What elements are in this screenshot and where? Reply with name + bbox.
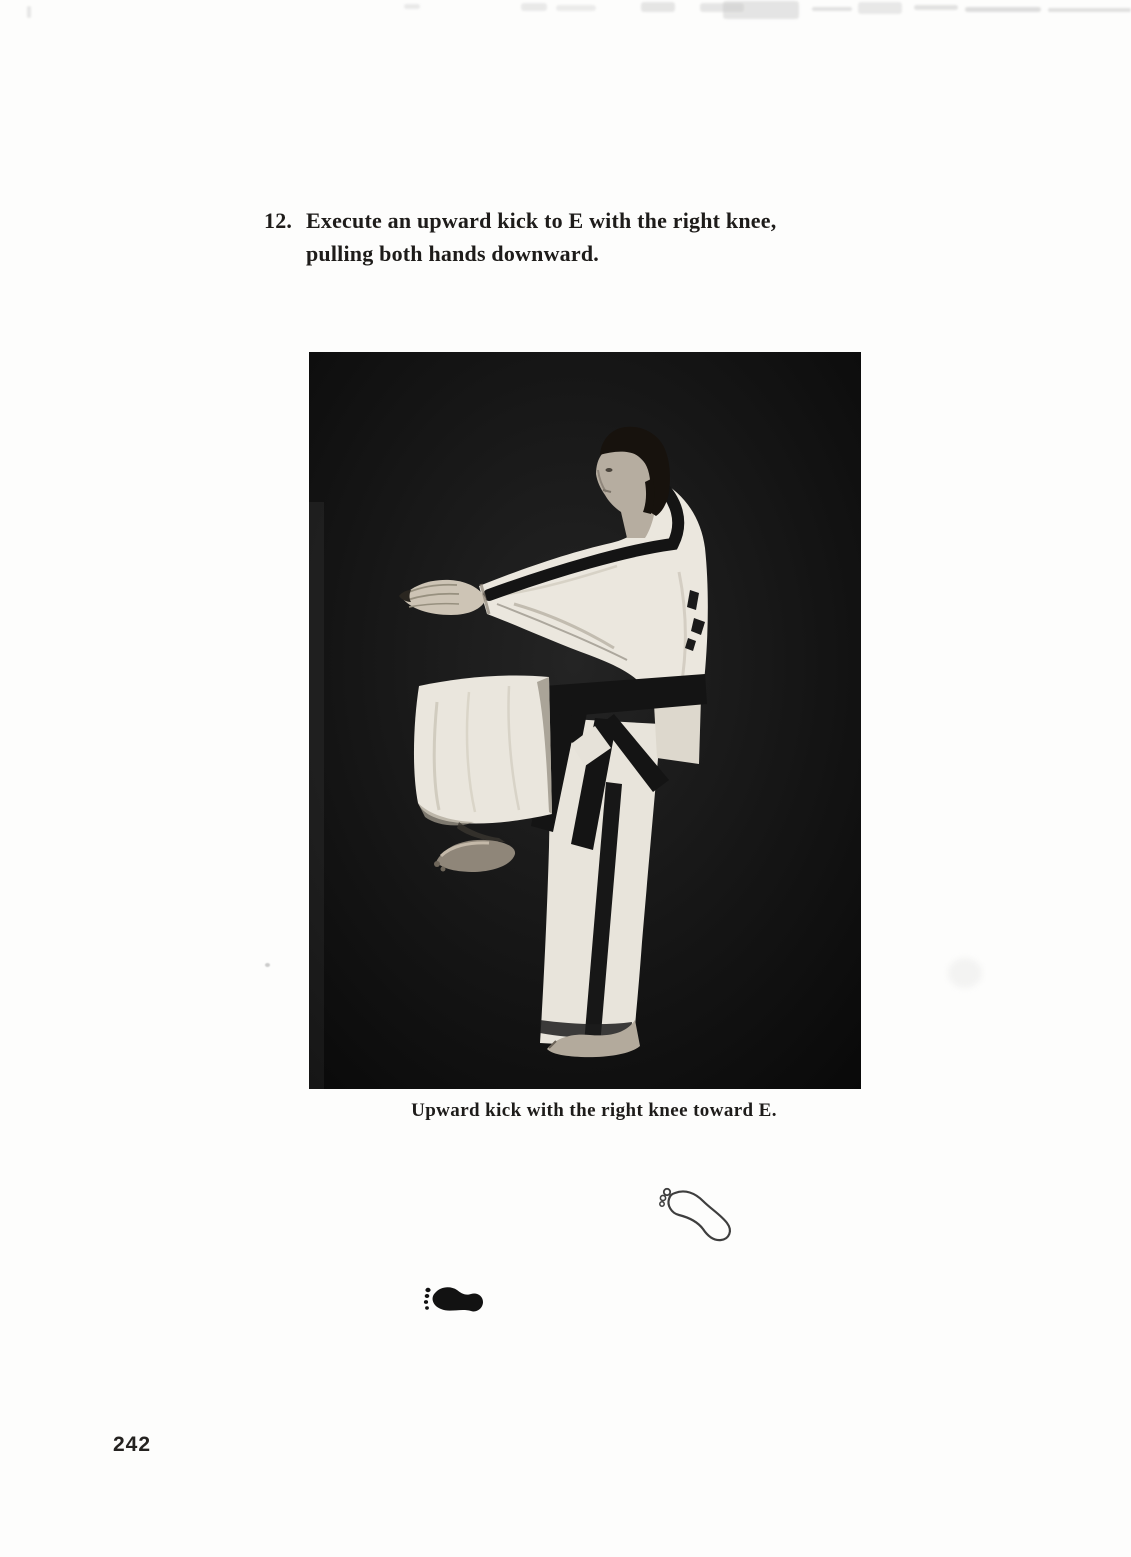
step-number: 12. — [264, 208, 293, 233]
martial-artist-figure — [309, 352, 861, 1089]
scan-artifact — [858, 2, 902, 14]
scan-artifact — [723, 1, 799, 19]
solid-footprint-icon — [421, 1280, 487, 1322]
scan-artifact — [521, 3, 547, 11]
page-number: 242 — [113, 1433, 152, 1456]
scan-artifact — [641, 2, 675, 12]
scan-artifact — [965, 7, 1041, 12]
technique-photo — [309, 352, 861, 1089]
scan-artifact — [27, 6, 31, 18]
instruction-text — [306, 204, 776, 270]
scan-artifact — [914, 5, 958, 10]
instruction-step — [264, 204, 904, 270]
instruction-line-1: Execute an upward kick to E with the right knee, — [306, 208, 777, 233]
scan-artifact — [812, 7, 852, 11]
print-speck — [265, 963, 270, 967]
print-smudge — [948, 958, 982, 988]
scan-artifact — [404, 4, 420, 9]
scan-artifact — [1048, 8, 1131, 12]
photo-caption: Upward kick with the right knee toward E. — [411, 1100, 777, 1121]
scan-artifact — [556, 5, 596, 11]
instruction-line-2: pulling both hands downward. — [306, 241, 599, 266]
outline-footprint-icon — [658, 1184, 746, 1248]
